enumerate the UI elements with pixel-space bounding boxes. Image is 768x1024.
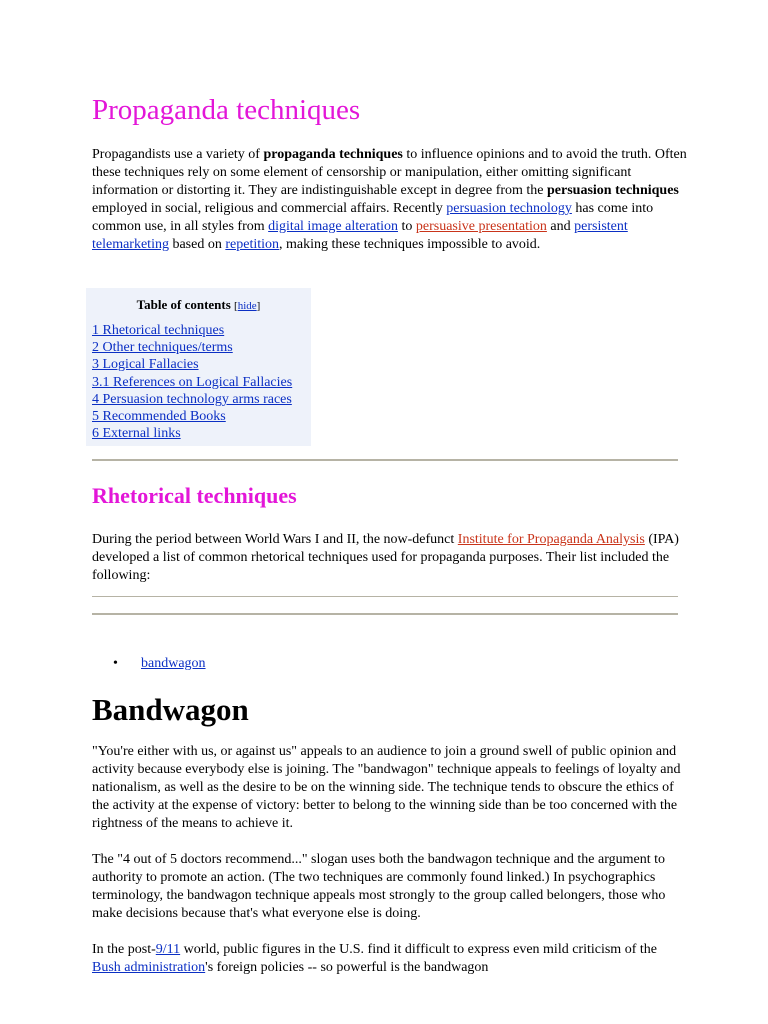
toc-hide-toggle — [234, 300, 260, 312]
page-title: Propaganda techniques — [92, 94, 361, 126]
link-bush-administration[interactable]: Bush administration — [92, 960, 206, 975]
divider-thin — [92, 596, 678, 597]
toc-item-other-techniques[interactable]: 2 Other techniques/terms — [92, 340, 233, 356]
toc-title — [86, 296, 311, 315]
link-bandwagon[interactable]: bandwagon — [141, 656, 206, 671]
link-persistent-telemarketing[interactable]: persistent telemarketing — [92, 219, 628, 252]
intro-text: based on — [168, 237, 226, 252]
section-divider — [92, 613, 678, 615]
toc-title-text: Table of contents — [136, 297, 231, 312]
bandwagon-text: The "4 out of 5 doctors recommend..." slogan uses both the bandwagon technique and the argument to authority to promote an action. (The two techniques are commonly found linked.) In psychographics terminology, the bandwagon technique appeals most strongly to the group called belongers, those who make decisions because that's what everyone else is doing. — [92, 852, 666, 921]
intro-paragraph — [92, 146, 688, 254]
toc-item-external-links[interactable]: 6 External links — [92, 426, 181, 442]
table-of-contents — [86, 288, 311, 446]
bandwagon-text: In the post- — [92, 942, 156, 957]
intro-text: employed in social, religious and commercial affairs. Recently — [92, 201, 447, 216]
bandwagon-text: 's foreign policies -- so powerful is the bandwagon — [205, 960, 489, 975]
toc-item-persuasion-arms-races[interactable]: 4 Persuasion technology arms races — [92, 391, 292, 407]
toc-item-recommended-books[interactable]: 5 Recommended Books — [92, 409, 226, 425]
toc-bracket-close: ] — [256, 300, 261, 312]
link-persuasion-technology[interactable]: persuasion technology — [446, 201, 572, 216]
technique-list — [113, 655, 206, 673]
intro-text: to — [398, 219, 416, 234]
link-institute-for-propaganda-analysis[interactable]: Institute for Propaganda Analysis — [457, 532, 645, 547]
intro-text: and — [546, 219, 575, 234]
link-9-11[interactable]: 9/11 — [155, 942, 181, 957]
bandwagon-paragraph-2 — [92, 851, 688, 923]
intro-text: to influence opinions and to avoid the truth. Often these techniques rely on some element of censorship or manipulation, either omitting significant information or distorting it. They are indistinguishable except in degree from the — [92, 147, 687, 198]
link-digital-image-alteration[interactable]: digital image alteration — [268, 219, 398, 234]
link-persuasive-presentation[interactable]: persuasive presentation — [415, 219, 547, 234]
toc-item-logical-fallacies[interactable]: 3 Logical Fallacies — [92, 357, 199, 373]
intro-text: has come into common use, in all styles from — [92, 201, 654, 234]
intro-text: , making these techniques impossible to avoid. — [279, 237, 541, 252]
rhetorical-paragraph — [92, 531, 688, 585]
section-heading-rhetorical: Rhetorical techniques — [92, 483, 297, 508]
bandwagon-text: world, public figures in the U.S. find it difficult to express even mild criticism of the — [180, 942, 657, 957]
rhetorical-text: During the period between World Wars I and II, the now-defunct — [92, 532, 458, 547]
link-repetition[interactable]: repetition — [225, 237, 280, 252]
intro-bold-term: propaganda techniques — [263, 147, 403, 162]
intro-bold-term: persuasion techniques — [547, 183, 679, 198]
toc-list — [92, 322, 292, 442]
rhetorical-text: (IPA) developed a list of common rhetorical techniques used for propaganda purposes. Their list included the following: — [92, 532, 679, 583]
section-heading-bandwagon: Bandwagon — [92, 692, 249, 727]
bandwagon-paragraph-3 — [92, 941, 688, 977]
bandwagon-paragraph-1 — [92, 743, 688, 833]
toc-item-references-logical-fallacies[interactable]: 3.1 References on Logical Fallacies — [92, 374, 293, 390]
toc-hide-link[interactable]: hide — [237, 300, 257, 312]
toc-item-rhetorical-techniques[interactable]: 1 Rhetorical techniques — [92, 323, 225, 338]
intro-text: Propagandists use a variety of — [92, 147, 264, 162]
toc-bracket-open: [ — [234, 300, 238, 312]
bandwagon-text: "You're either with us, or against us" appeals to an audience to join a ground swell of public opinion and activity because everybody else is joining. The "bandwagon" technique appeals to feelings of loyalty and nationalism, as well as the desire to be on the winning side. The technique tends to obscure the ethics of the activity at the expense of victory: better to belong to the winning side than be too concerned with the rightness of the means to achieve it. — [92, 744, 681, 831]
list-item — [113, 655, 206, 673]
section-divider — [92, 459, 678, 461]
